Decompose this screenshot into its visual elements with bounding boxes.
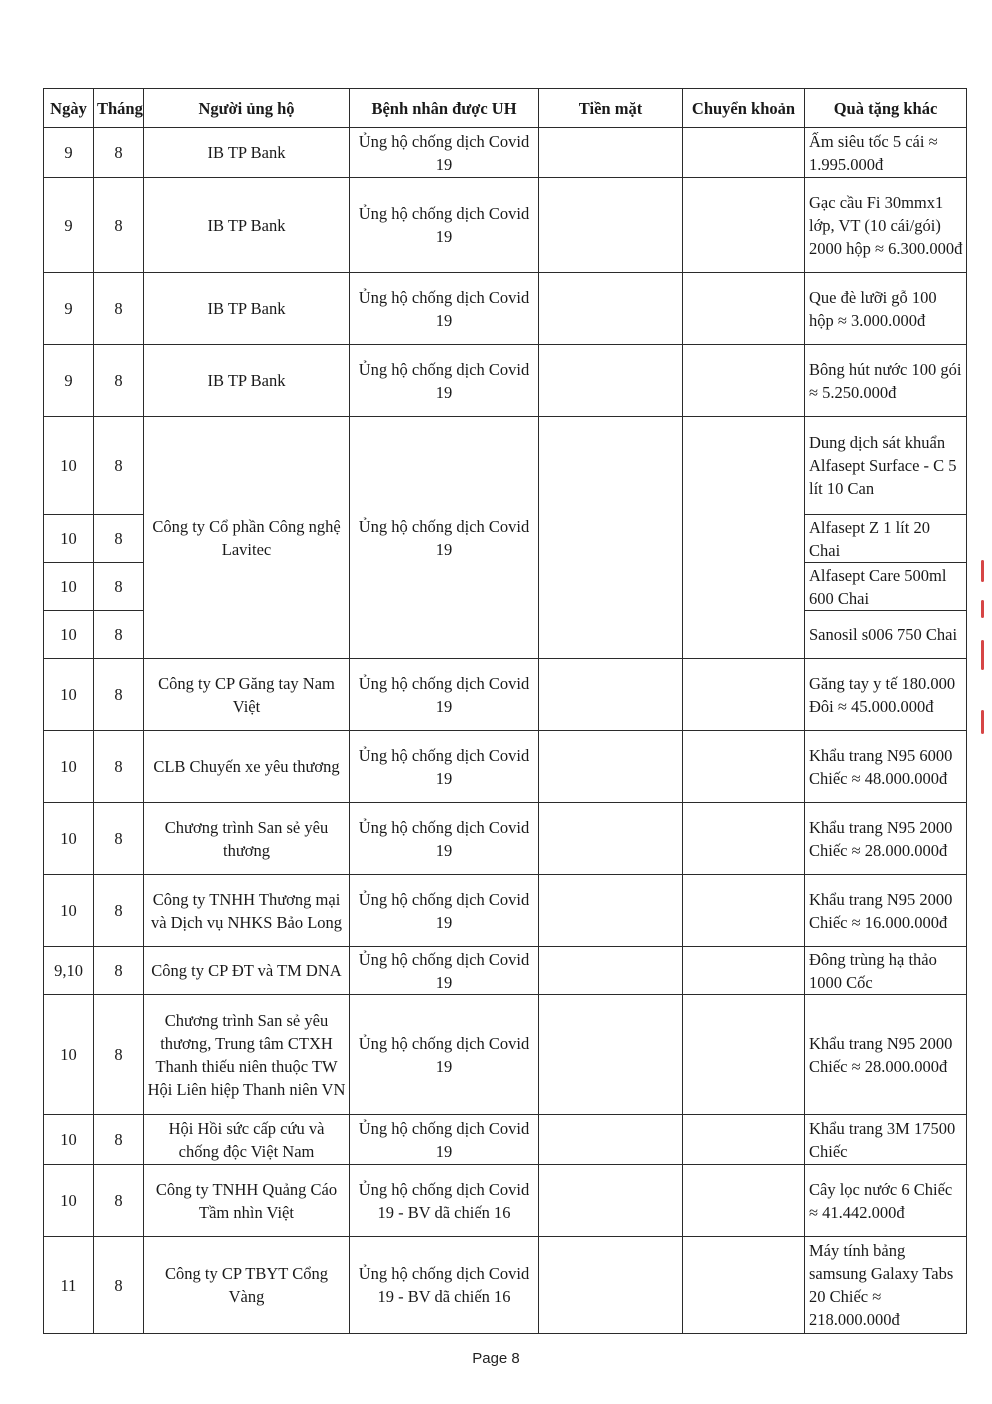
cell-day: 9,10 — [44, 947, 94, 995]
cell-gift: Sanosil s006 750 Chai — [805, 611, 967, 659]
cell-month: 8 — [94, 1165, 144, 1237]
table-row — [44, 659, 967, 731]
donation-table — [43, 88, 967, 1334]
cell-patient: Ủng hộ chống dịch Covid 19 — [350, 417, 539, 659]
cell-month: 8 — [94, 417, 144, 515]
table-row — [44, 128, 967, 178]
table-row — [44, 1165, 967, 1237]
table-row — [44, 273, 967, 345]
cell-day: 9 — [44, 128, 94, 178]
cell-cash — [539, 1165, 683, 1237]
cell-donor: Công ty CP ĐT và TM DNA — [144, 947, 350, 995]
cell-transfer — [683, 417, 805, 659]
page-number: Page 8 — [472, 1350, 520, 1367]
cell-cash — [539, 1115, 683, 1165]
cell-patient: Ủng hộ chống dịch Covid 19 — [350, 178, 539, 273]
cell-transfer — [683, 273, 805, 345]
cell-cash — [539, 803, 683, 875]
cell-month: 8 — [94, 947, 144, 995]
cell-day: 10 — [44, 515, 94, 563]
table-header-row — [44, 89, 967, 128]
cell-month: 8 — [94, 345, 144, 417]
cell-day: 9 — [44, 178, 94, 273]
cell-donor: Chương trình San sẻ yêu thương — [144, 803, 350, 875]
cell-transfer — [683, 178, 805, 273]
cell-day: 10 — [44, 875, 94, 947]
cell-donor: Hội Hồi sức cấp cứu và chống độc Việt Nam — [144, 1115, 350, 1165]
cell-transfer — [683, 345, 805, 417]
cell-month: 8 — [94, 515, 144, 563]
cell-donor: Công ty Cổ phần Công nghệ Lavitec — [144, 417, 350, 659]
table-row — [44, 875, 967, 947]
cell-patient: Ủng hộ chống dịch Covid 19 — [350, 875, 539, 947]
cell-donor: Công ty TNHH Thương mại và Dịch vụ NHKS Bảo Long — [144, 875, 350, 947]
cell-gift: Găng tay y tế 180.000 Đôi ≈ 45.000.000đ — [805, 659, 967, 731]
header-month: Tháng — [94, 89, 144, 128]
table-row — [44, 1115, 967, 1165]
cell-patient: Ủng hộ chống dịch Covid 19 — [350, 995, 539, 1115]
cell-patient: Ủng hộ chống dịch Covid 19 — [350, 1115, 539, 1165]
cell-patient: Ủng hộ chống dịch Covid 19 — [350, 273, 539, 345]
table-row — [44, 345, 967, 417]
cell-cash — [539, 947, 683, 995]
cell-month: 8 — [94, 875, 144, 947]
cell-cash — [539, 659, 683, 731]
cell-gift: Bông hút nước 100 gói ≈ 5.250.000đ — [805, 345, 967, 417]
cell-cash — [539, 273, 683, 345]
cell-day: 9 — [44, 273, 94, 345]
cell-gift: Ấm siêu tốc 5 cái ≈ 1.995.000đ — [805, 128, 967, 178]
cell-gift: Khẩu trang N95 2000 Chiếc ≈ 28.000.000đ — [805, 803, 967, 875]
table-row — [44, 731, 967, 803]
margin-ink-mark — [978, 560, 988, 740]
cell-donor: Công ty CP Găng tay Nam Việt — [144, 659, 350, 731]
cell-transfer — [683, 731, 805, 803]
cell-gift: Máy tính bảng samsung Galaxy Tabs 20 Chiếc ≈ 218.000.000đ — [805, 1237, 967, 1334]
cell-gift: Alfasept Z 1 lít 20 Chai — [805, 515, 967, 563]
cell-cash — [539, 731, 683, 803]
cell-month: 8 — [94, 731, 144, 803]
cell-donor: IB TP Bank — [144, 178, 350, 273]
cell-transfer — [683, 659, 805, 731]
cell-gift: Khẩu trang 3M 17500 Chiếc — [805, 1115, 967, 1165]
table-row — [44, 1237, 967, 1334]
cell-transfer — [683, 1115, 805, 1165]
cell-day: 10 — [44, 731, 94, 803]
cell-month: 8 — [94, 1115, 144, 1165]
cell-gift: Khẩu trang N95 2000 Chiếc ≈ 16.000.000đ — [805, 875, 967, 947]
cell-day: 10 — [44, 611, 94, 659]
cell-donor: IB TP Bank — [144, 345, 350, 417]
cell-gift: Khẩu trang N95 2000 Chiếc ≈ 28.000.000đ — [805, 995, 967, 1115]
cell-month: 8 — [94, 128, 144, 178]
cell-gift: Alfasept Care 500ml 600 Chai — [805, 563, 967, 611]
cell-cash — [539, 1237, 683, 1334]
cell-donor: Công ty CP TBYT Cổng Vàng — [144, 1237, 350, 1334]
cell-transfer — [683, 1165, 805, 1237]
cell-cash — [539, 345, 683, 417]
cell-day: 10 — [44, 417, 94, 515]
cell-gift: Que đè lưỡi gỗ 100 hộp ≈ 3.000.000đ — [805, 273, 967, 345]
header-donor: Người ủng hộ — [144, 89, 350, 128]
header-cash: Tiền mặt — [539, 89, 683, 128]
table-row — [44, 995, 967, 1115]
cell-patient: Ủng hộ chống dịch Covid 19 — [350, 803, 539, 875]
cell-day: 11 — [44, 1237, 94, 1334]
cell-patient: Ủng hộ chống dịch Covid 19 — [350, 731, 539, 803]
cell-gift: Cây lọc nước 6 Chiếc ≈ 41.442.000đ — [805, 1165, 967, 1237]
table-row — [44, 178, 967, 273]
cell-cash — [539, 178, 683, 273]
cell-donor: IB TP Bank — [144, 273, 350, 345]
table-row — [44, 947, 967, 995]
cell-donor: IB TP Bank — [144, 128, 350, 178]
cell-gift: Khẩu trang N95 6000 Chiếc ≈ 48.000.000đ — [805, 731, 967, 803]
cell-day: 10 — [44, 563, 94, 611]
cell-patient: Ủng hộ chống dịch Covid 19 - BV dã chiến 16 — [350, 1165, 539, 1237]
cell-month: 8 — [94, 273, 144, 345]
cell-month: 8 — [94, 611, 144, 659]
cell-month: 8 — [94, 659, 144, 731]
cell-month: 8 — [94, 803, 144, 875]
cell-transfer — [683, 947, 805, 995]
header-patient: Bệnh nhân được UH — [350, 89, 539, 128]
table-row — [44, 417, 967, 515]
cell-day: 10 — [44, 1115, 94, 1165]
cell-patient: Ủng hộ chống dịch Covid 19 — [350, 947, 539, 995]
cell-cash — [539, 417, 683, 659]
cell-day: 9 — [44, 345, 94, 417]
cell-donor: CLB Chuyến xe yêu thương — [144, 731, 350, 803]
cell-day: 10 — [44, 803, 94, 875]
cell-day: 10 — [44, 995, 94, 1115]
cell-day: 10 — [44, 659, 94, 731]
cell-transfer — [683, 128, 805, 178]
cell-day: 10 — [44, 1165, 94, 1237]
cell-month: 8 — [94, 178, 144, 273]
cell-cash — [539, 875, 683, 947]
cell-patient: Ủng hộ chống dịch Covid 19 — [350, 659, 539, 731]
cell-transfer — [683, 803, 805, 875]
cell-gift: Đông trùng hạ thảo 1000 Cốc — [805, 947, 967, 995]
header-transfer: Chuyển khoản — [683, 89, 805, 128]
cell-transfer — [683, 1237, 805, 1334]
table-row — [44, 803, 967, 875]
cell-patient: Ủng hộ chống dịch Covid 19 — [350, 345, 539, 417]
cell-month: 8 — [94, 563, 144, 611]
cell-gift: Dung dịch sát khuẩn Alfasept Surface - C 5 lít 10 Can — [805, 417, 967, 515]
cell-donor: Chương trình San sẻ yêu thương, Trung tâm CTXH Thanh thiếu niên thuộc TW Hội Liên hiệp Thanh niên VN — [144, 995, 350, 1115]
cell-cash — [539, 995, 683, 1115]
cell-transfer — [683, 875, 805, 947]
cell-gift: Gạc cầu Fi 30mmx1 lớp, VT (10 cái/gói) 2000 hộp ≈ 6.300.000đ — [805, 178, 967, 273]
header-gift: Quà tặng khác — [805, 89, 967, 128]
cell-patient: Ủng hộ chống dịch Covid 19 — [350, 128, 539, 178]
cell-patient: Ủng hộ chống dịch Covid 19 - BV dã chiến 16 — [350, 1237, 539, 1334]
cell-month: 8 — [94, 995, 144, 1115]
cell-month: 8 — [94, 1237, 144, 1334]
header-day: Ngày — [44, 89, 94, 128]
cell-cash — [539, 128, 683, 178]
cell-transfer — [683, 995, 805, 1115]
cell-donor: Công ty TNHH Quảng Cáo Tầm nhìn Việt — [144, 1165, 350, 1237]
